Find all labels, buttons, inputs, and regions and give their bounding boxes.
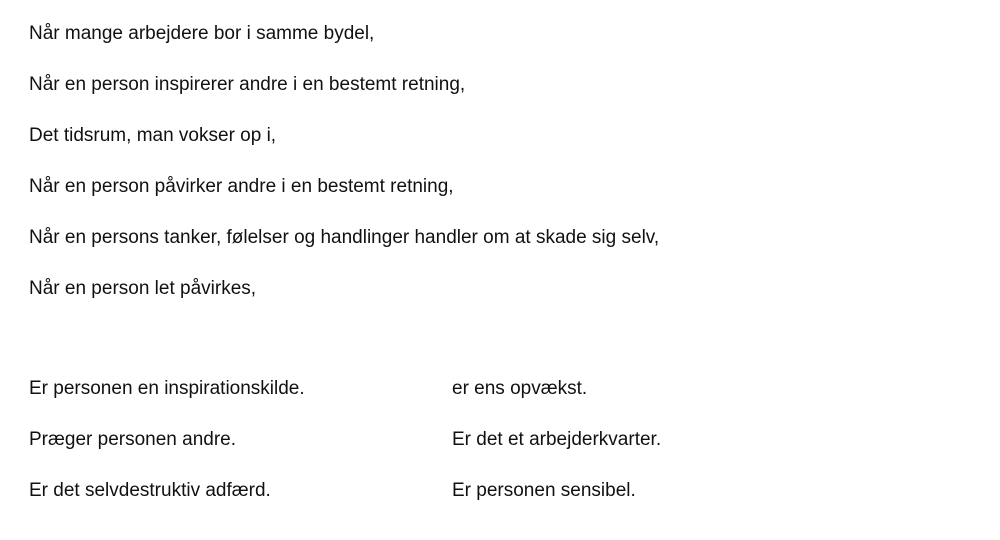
premise-line-2: Når en person inspirerer andre i en bestemt retning, (29, 74, 466, 95)
premise-line-5: Når en persons tanker, følelser og handlinger handler om at skade sig selv, (29, 227, 660, 248)
answer-left-3: Er det selvdestruktiv adfærd. (29, 480, 271, 501)
premise-line-4: Når en person påvirker andre i en bestemt retning, (29, 176, 454, 197)
answer-left-1: Er personen en inspirationskilde. (29, 378, 305, 399)
answer-left-2: Præger personen andre. (29, 429, 237, 450)
answer-right-1: er ens opvækst. (452, 378, 588, 399)
answer-right-2: Er det et arbejderkvarter. (452, 429, 662, 450)
premise-line-3: Det tidsrum, man vokser op i, (29, 125, 277, 146)
answer-right-3: Er personen sensibel. (452, 480, 636, 501)
premise-line-6: Når en person let påvirkes, (29, 278, 257, 299)
premise-line-1: Når mange arbejdere bor i samme bydel, (29, 23, 375, 44)
